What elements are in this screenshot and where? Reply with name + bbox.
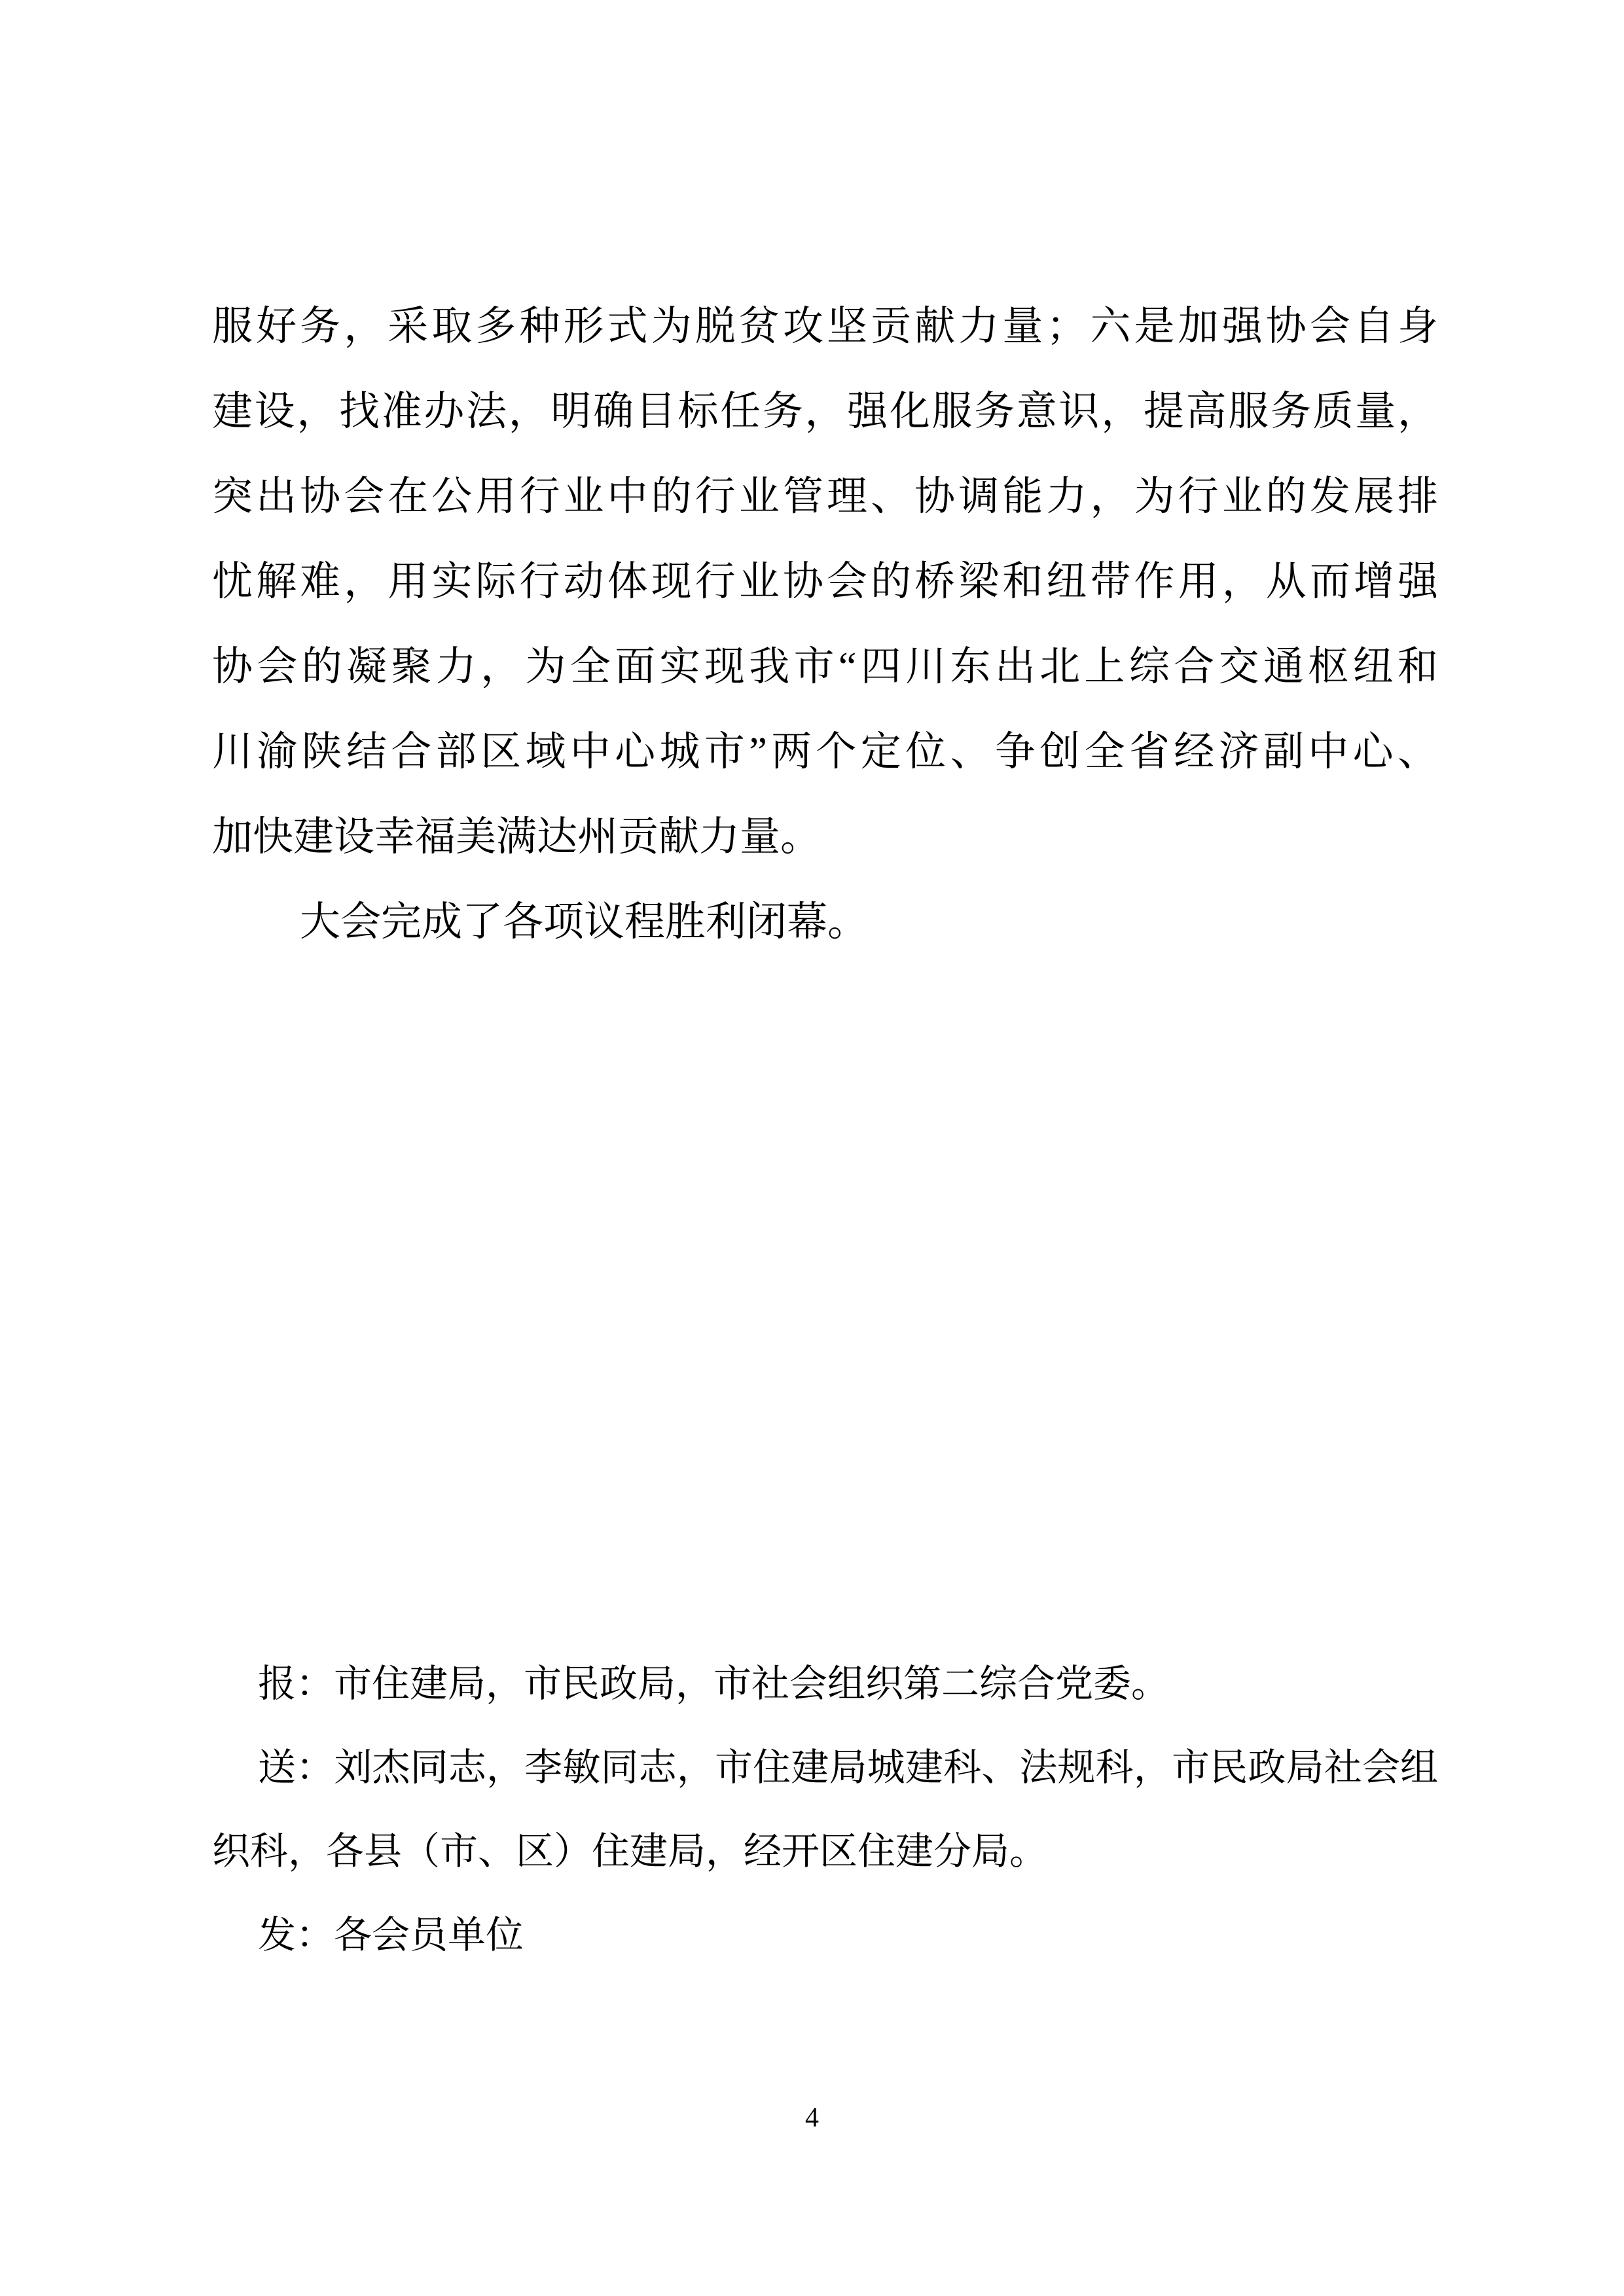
closing-paragraph-line: 大会完成了各项议程胜利闭幕。 (300, 900, 869, 944)
body-text-line: 忧解难，用实际行动体现行业协会的桥梁和纽带作用，从而增强 (212, 560, 1438, 604)
body-text-line: 川渝陕结合部区域中心城市”两个定位、争创全省经济副中心、 (212, 730, 1438, 774)
page-number: 4 (805, 2103, 819, 2133)
body-text-block (212, 284, 1438, 965)
body-text-line: 突出协会在公用行业中的行业管理、协调能力，为行业的发展排 (212, 475, 1438, 519)
distribution-report-line: 报：市住建局，市民政局，市社会组织第二综合党委。 (258, 1662, 1170, 1705)
body-text-line: 协会的凝聚力，为全面实现我市“四川东出北上综合交通枢纽和 (212, 645, 1438, 689)
body-text-line: 服好务，采取多种形式为脱贫攻坚贡献力量；六是加强协会自身 (212, 304, 1438, 349)
distribution-issue-line: 发：各会员单位 (258, 1914, 524, 1956)
distribution-send-line-continuation: 织科，各县（市、区）住建局，经开区住建分局。 (212, 1830, 1048, 1873)
body-text-line: 加快建设幸福美满达州贡献力量。 (212, 815, 821, 859)
body-text-line: 建设，找准办法，明确目标任务，强化服务意识，提高服务质量， (212, 389, 1438, 434)
distribution-block (212, 1642, 1438, 1977)
distribution-send-line: 送：刘杰同志，李敏同志，市住建局城建科、法规科，市民政局社会组 (258, 1746, 1438, 1789)
